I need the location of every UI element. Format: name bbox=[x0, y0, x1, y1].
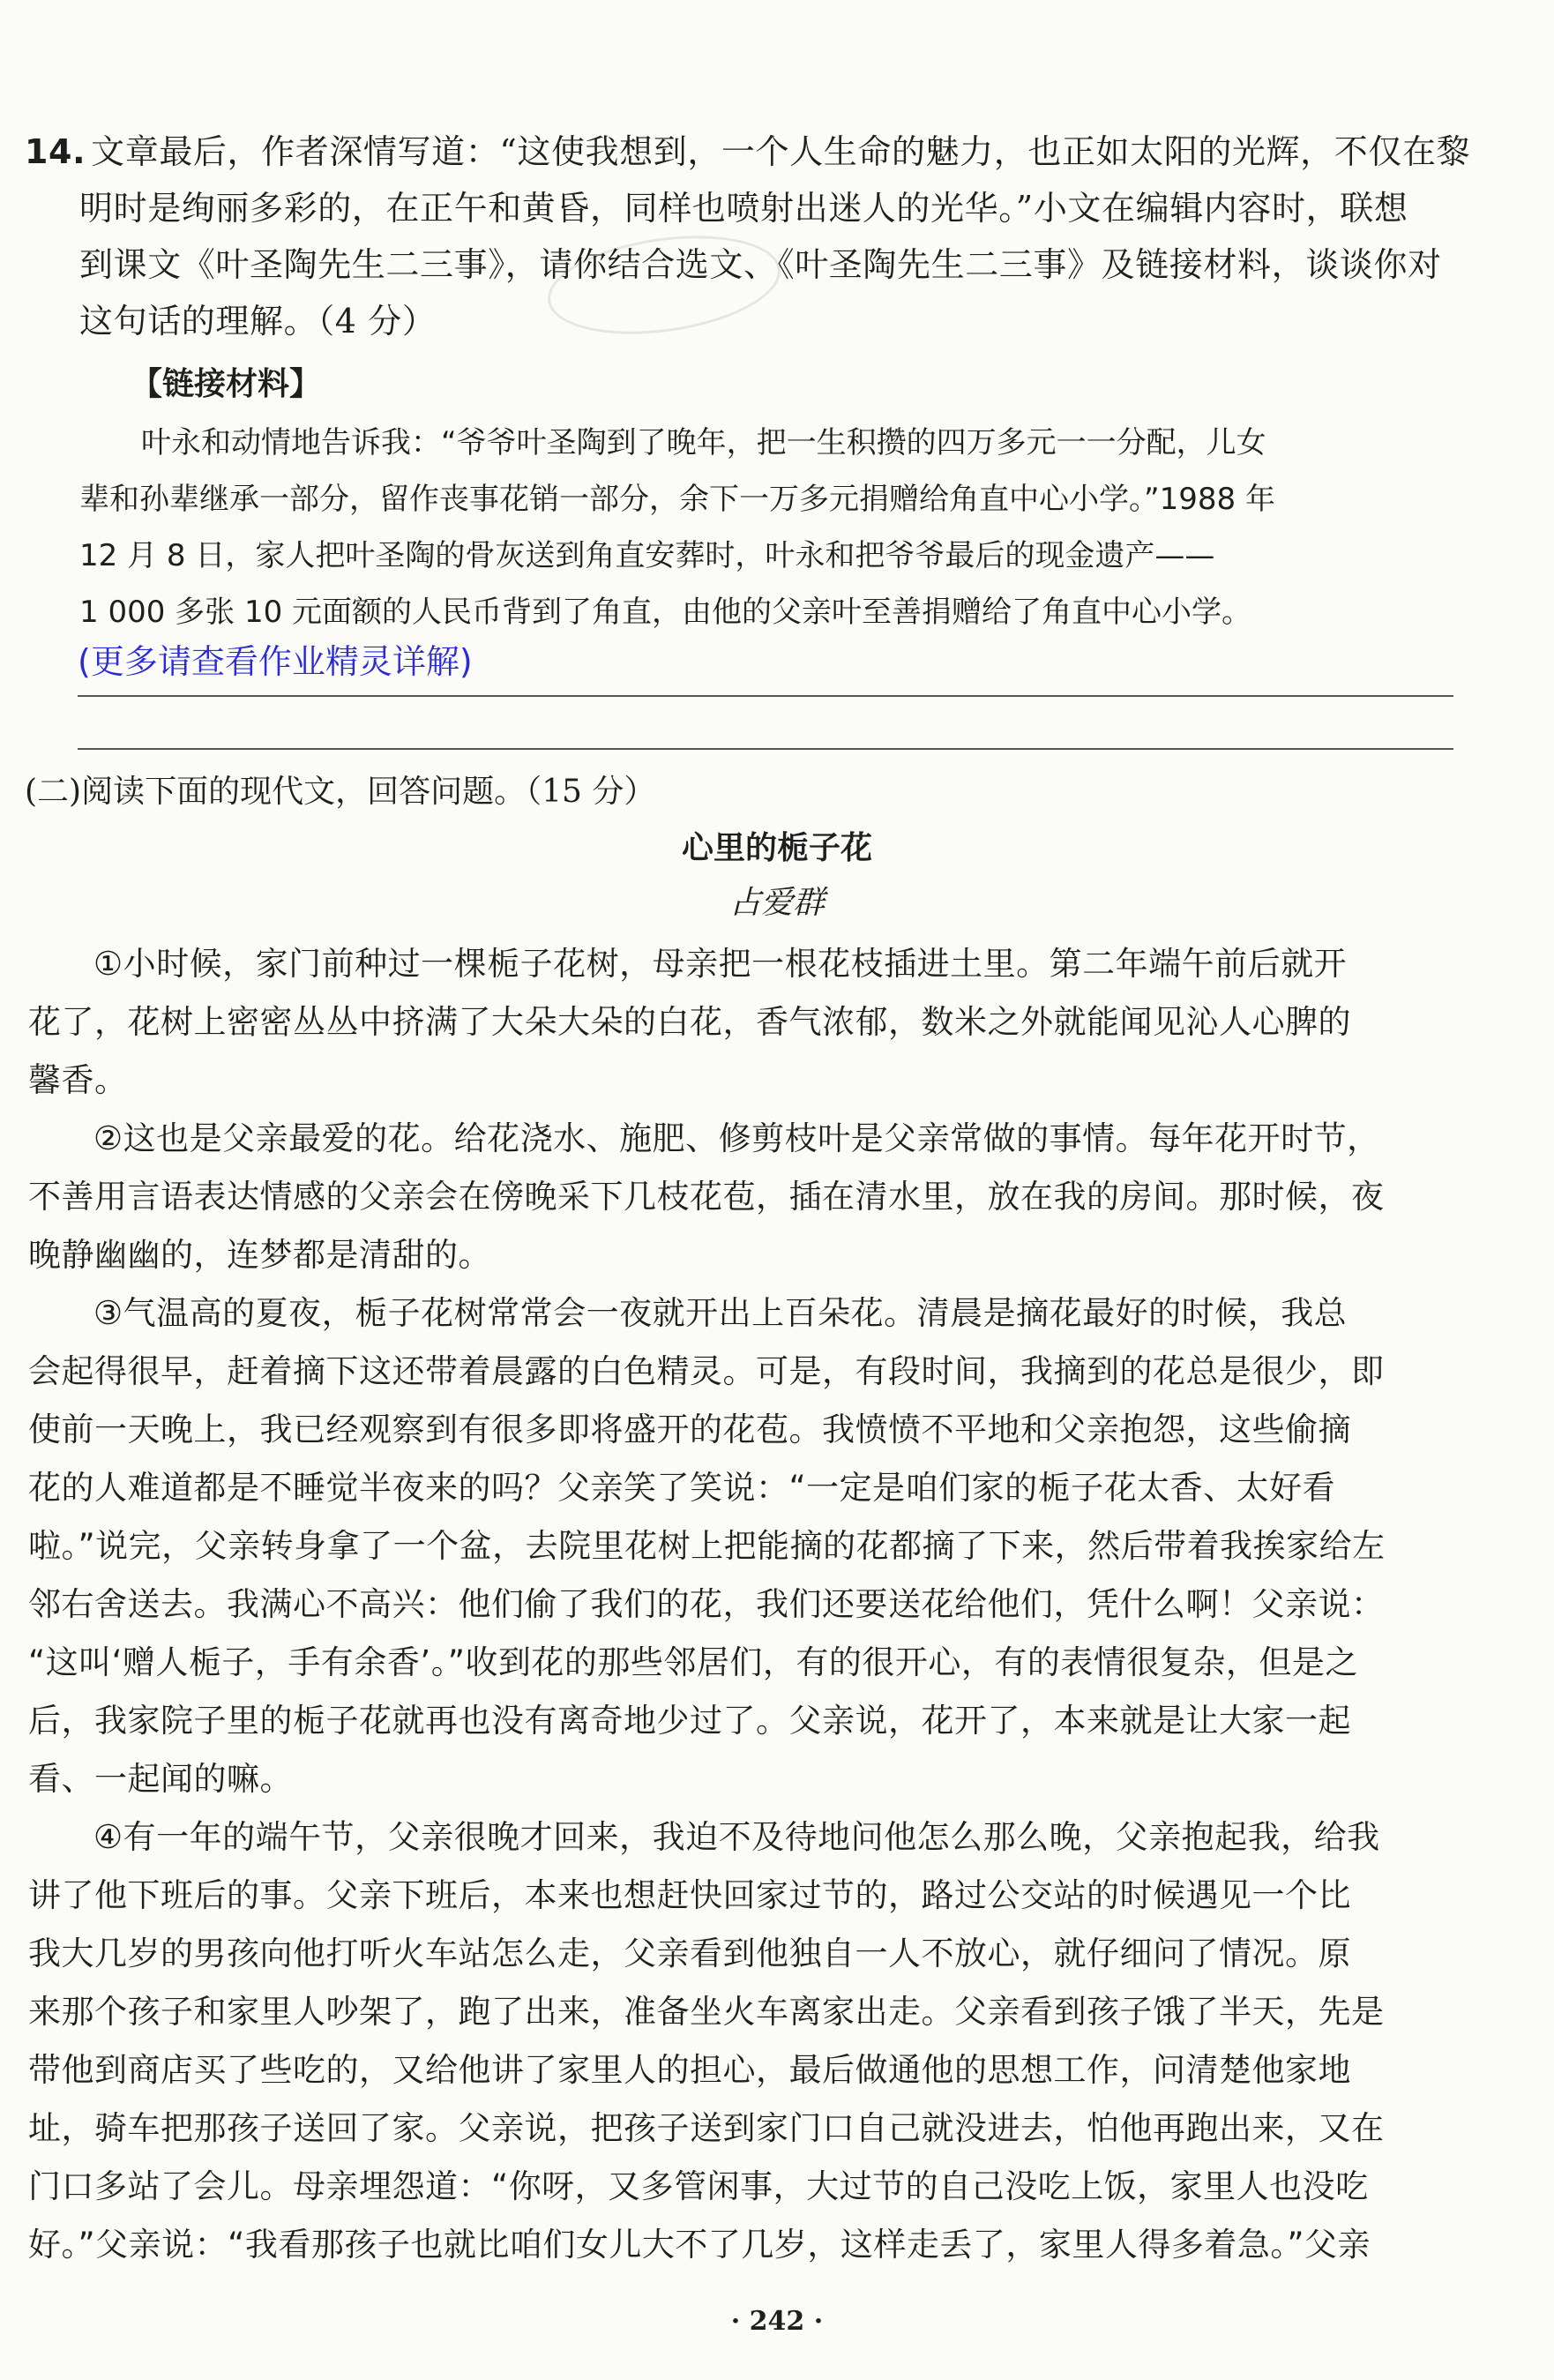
paragraph-line: 花了，花树上密密丛丛中挤满了大朵大朵的白花，香气浓郁，数米之外就能闻见沁人心脾的 bbox=[28, 1003, 1351, 1041]
paragraph-line: 我大几岁的男孩向他打听火车站怎么走，父亲看到他独自一人不放心，就仔细问了情况。原 bbox=[28, 1935, 1351, 1972]
question-14-line: 明时是绚丽多彩的，在正午和黄昏，同样也喷射出迷人的光华。”小文在编辑内容时，联想 bbox=[79, 189, 1408, 228]
link-material-line: 辈和孙辈继承一部分，留作丧事花销一部分，余下一万多元捐赠给角直中心小学。”1988 年 bbox=[79, 482, 1275, 517]
paragraph-line: 花的人难道都是不睡觉半夜来的吗？父亲笑了笑说：“一定是咱们家的栀子花太香、太好看 bbox=[28, 1469, 1336, 1507]
question-14-line: 14. 文章最后，作者深情写道：“这使我想到，一个人生命的魅力，也正如太阳的光辉，不仅在黎 bbox=[25, 132, 1471, 171]
paragraph-line: 晚静幽幽的，连梦都是清甜的。 bbox=[28, 1236, 491, 1274]
paragraph-line: 看、一起闻的嘛。 bbox=[28, 1760, 293, 1798]
link-material-paragraph bbox=[79, 415, 1455, 640]
link-material-line: 叶永和动情地告诉我：“爷爷叶圣陶到了晚年，把一生积攒的四万多元一一分配，儿女 bbox=[141, 425, 1266, 460]
paragraph-line: 不善用言语表达情感的父亲会在傍晚采下几枝花苞，插在清水里，放在我的房间。那时候，夜 bbox=[28, 1178, 1385, 1216]
article-body bbox=[28, 935, 1457, 2274]
paragraph-line: 来那个孩子和家里人吵架了，跑了出来，准备坐火车离家出走。父亲看到孩子饿了半天，先是 bbox=[28, 1993, 1385, 2031]
link-material-line: 1 000 多张 10 元面额的人民币背到了角直，由他的父亲叶至善捐赠给了角直中心小学。 bbox=[79, 595, 1252, 630]
question-14-line: 到课文《叶圣陶先生二三事》，请你结合选文、《叶圣陶先生二三事》及链接材料，谈谈你对 bbox=[79, 245, 1442, 284]
more-answers-link[interactable]: (更多请查看作业精灵详解) bbox=[78, 642, 473, 681]
paragraph-line: 好。”父亲说：“我看那孩子也就比咱们女儿大不了几岁，这样走丢了，家里人得多着急。”父亲 bbox=[28, 2226, 1371, 2264]
question-14 bbox=[25, 123, 1471, 349]
paragraph-line: ③气温高的夏夜，栀子花树常常会一夜就开出上百朵花。清晨是摘花最好的时候，我总 bbox=[93, 1294, 1348, 1332]
article-title: 心里的栀子花 bbox=[681, 830, 872, 866]
paragraph-line: 讲了他下班后的事。父亲下班后，本来也想赶快回家过节的，路过公交站的时候遇见一个比 bbox=[28, 1876, 1351, 1914]
paragraph-line: 使前一天晚上，我已经观察到有很多即将盛开的花苞。我愤愤不平地和父亲抱怨，这些偷摘 bbox=[28, 1411, 1351, 1448]
paragraph-line: 啦。”说完，父亲转身拿了一个盆，去院里花树上把能摘的花都摘了下来，然后带着我挨家给左 bbox=[28, 1527, 1386, 1565]
paragraph-line: 馨香。 bbox=[28, 1061, 128, 1099]
link-material-title: 【链接材料】 bbox=[131, 366, 322, 402]
section-heading: (二)阅读下面的现代文，回答问题。（15 分） bbox=[25, 774, 656, 810]
paragraph-line: ④有一年的端午节，父亲很晚才回来，我迫不及待地问他怎么那么晚，父亲抱起我，给我 bbox=[93, 1818, 1380, 1856]
paragraph-line: ②这也是父亲最爱的花。给花浇水、施肥、修剪枝叶是父亲常做的事情。每年花开时节， bbox=[93, 1119, 1380, 1157]
paragraph-line: 带他到商店买了些吃的，又给他讲了家里人的担心，最后做通他的思想工作，问清楚他家地 bbox=[28, 2051, 1351, 2089]
answer-line bbox=[78, 748, 1453, 750]
paragraph-line: 址，骑车把那孩子送回了家。父亲说，把孩子送到家门口自己就没进去，怕他再跑出来，又在 bbox=[28, 2109, 1385, 2147]
paragraph-line: 门口多站了会儿。母亲埋怨道：“你呀，又多管闲事，大过节的自己没吃上饭，家里人也没吃 bbox=[28, 2167, 1369, 2205]
paragraph-line: 后，我家院子里的栀子花就再也没有离奇地少过了。父亲说，花开了，本来就是让大家一起 bbox=[28, 1702, 1351, 1740]
answer-line bbox=[78, 695, 1453, 697]
link-material-line: 12 月 8 日，家人把叶圣陶的骨灰送到角直安葬时，叶永和把爷爷最后的现金遗产—— bbox=[79, 538, 1215, 573]
paragraph-line: ①小时候，家门前种过一棵栀子花树，母亲把一根花枝插进土里。第二年端午前后就开 bbox=[93, 945, 1348, 983]
question-14-line: 这句话的理解。（4 分） bbox=[79, 302, 437, 341]
paragraph-line: 邻右舍送去。我满心不高兴：他们偷了我们的花，我们还要送花给他们，凭什么啊！父亲说： bbox=[28, 1585, 1385, 1623]
paragraph-line: 会起得很早，赶着摘下这还带着晨露的白色精灵。可是，有段时间，我摘到的花总是很少，即 bbox=[28, 1352, 1385, 1390]
article-author: 占爱群 bbox=[728, 885, 825, 921]
question-number: 14. bbox=[25, 132, 86, 171]
paragraph-line: “这叫‘赠人栀子，手有余香’。”收到花的那些邻居们，有的很开心，有的表情很复杂，但是之 bbox=[28, 1643, 1358, 1681]
page-number: · 242 · bbox=[730, 2306, 824, 2337]
